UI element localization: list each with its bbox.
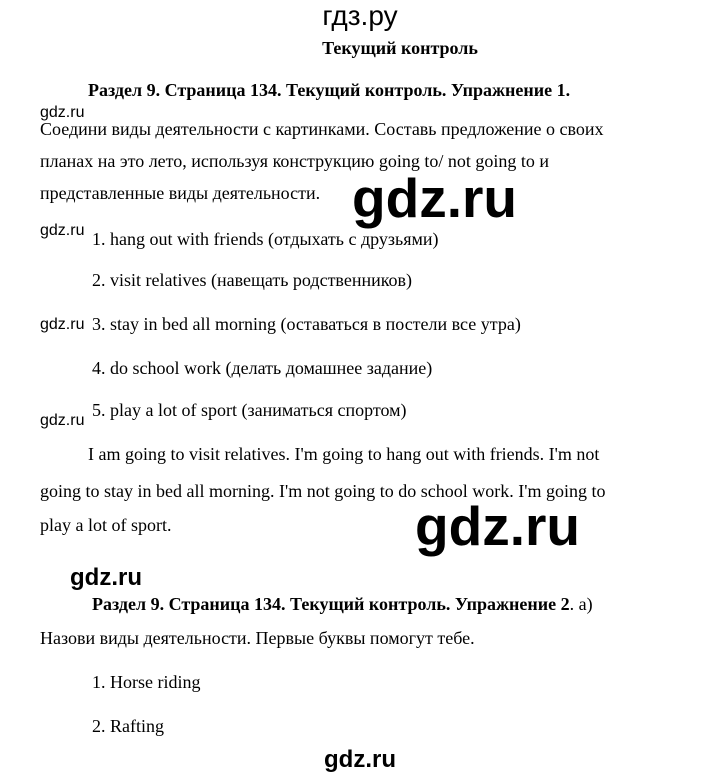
exercise1-instruction-line: планах на это лето, используя конструкцию going to/ not going to и bbox=[40, 151, 549, 171]
watermark-small: gdz.ru bbox=[40, 222, 85, 239]
list-item: 2. visit relatives (навещать родственников) bbox=[92, 270, 413, 290]
doc-title: Текущий контроль bbox=[322, 38, 478, 58]
list-item: 4. do school work (делать домашнее задание) bbox=[92, 358, 433, 378]
list-item: 1. Horse riding bbox=[92, 672, 201, 692]
exercise1-heading: Раздел 9. Страница 134. Текущий контроль. Упражнение 1. bbox=[88, 80, 571, 100]
site-header: гдз.ру bbox=[322, 0, 398, 31]
watermark-mid: gdz.ru bbox=[70, 564, 142, 591]
list-item: 3. stay in bed all morning (оставаться в постели все утра) bbox=[92, 314, 521, 334]
list-item: 1. hang out with friends (отдыхать с друзьями) bbox=[92, 229, 439, 249]
watermark-small: gdz.ru bbox=[40, 316, 85, 333]
exercise1-instruction-line: представленные виды деятельности. bbox=[40, 183, 321, 203]
exercise2-instruction: Назови виды деятельности. Первые буквы помогут тебе. bbox=[40, 628, 475, 648]
watermark-big: gdz.ru bbox=[415, 495, 580, 557]
watermark-small: gdz.ru bbox=[40, 412, 85, 429]
answer-line: I am going to visit relatives. I'm going to hang out with friends. I'm not bbox=[88, 444, 600, 464]
watermark-small: gdz.ru bbox=[40, 104, 85, 121]
list-item: 5. play a lot of sport (заниматься спортом) bbox=[92, 400, 407, 420]
answer-line: play a lot of sport. bbox=[40, 515, 172, 535]
exercise2-heading: Раздел 9. Страница 134. Текущий контроль. Упражнение 2 bbox=[92, 594, 570, 614]
exercise1-instruction-line: Соедини виды деятельности с картинками. Составь предложение о своих bbox=[40, 119, 604, 139]
answer-line: going to stay in bed all morning. I'm not going to do school work. I'm going to bbox=[40, 481, 606, 501]
list-item: 2. Rafting bbox=[92, 716, 164, 736]
watermark-footer: gdz.ru bbox=[324, 746, 396, 773]
exercise2-heading-row bbox=[92, 594, 593, 615]
watermark-big: gdz.ru bbox=[352, 167, 517, 229]
exercise2-heading-suffix: . а) bbox=[569, 594, 593, 614]
